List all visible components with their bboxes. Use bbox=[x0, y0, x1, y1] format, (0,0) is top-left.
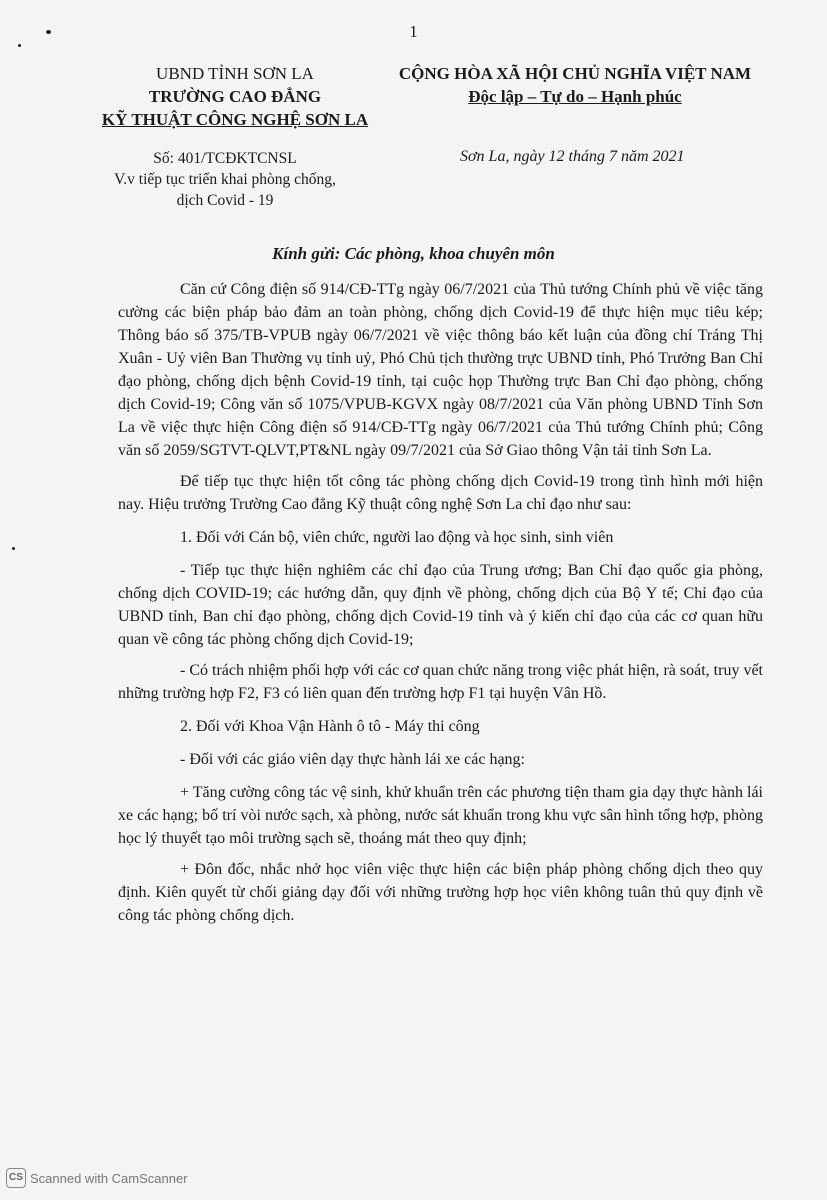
section-heading-2: 2. Đối với Khoa Vận Hành ô tô - Máy thi công bbox=[180, 718, 480, 735]
salutation: Kính gửi: Các phòng, khoa chuyên môn bbox=[272, 244, 555, 263]
section-heading-1: 1. Đối với Cán bộ, viên chức, người lao động và học sinh, sinh viên bbox=[180, 529, 614, 546]
page-number: 1 bbox=[409, 22, 418, 41]
watermark-text: Scanned with CamScanner bbox=[30, 1170, 188, 1186]
scan-speck bbox=[12, 547, 15, 550]
document-reference bbox=[65, 148, 385, 211]
agency-line-2: TRƯỜNG CAO ĐẲNG bbox=[148, 87, 322, 106]
national-motto bbox=[375, 62, 775, 108]
document-number: Số: 401/TCĐKTCNSL bbox=[153, 150, 297, 167]
scanner-watermark bbox=[6, 1168, 188, 1188]
document-body bbox=[118, 278, 763, 935]
issuing-agency bbox=[70, 62, 400, 131]
paragraph-subitem: + Tăng cường công tác vệ sinh, khử khuẩn trên các phương tiện tham gia dạy thực hành lái xe các hạng; bố trí vòi nước sạch, xà phòng, nước sát khuẩn trong khu vực sân hình tổng hợp, phòng học lý thuyết tạo môi trường sạch sẽ, thoáng mát theo quy định; bbox=[118, 784, 763, 847]
country-name: CỘNG HÒA XÃ HỘI CHỦ NGHĨA VIỆT NAM bbox=[398, 64, 752, 83]
camscanner-logo-icon: CS bbox=[6, 1168, 26, 1188]
agency-line-3: KỸ THUẬT CÔNG NGHỆ SƠN LA bbox=[101, 110, 369, 129]
issue-date: Sơn La, ngày 12 tháng 7 năm 2021 bbox=[460, 148, 685, 165]
scan-speck bbox=[18, 44, 21, 47]
paragraph-item: - Tiếp tục thực hiện nghiêm các chỉ đạo của Trung ương; Ban Chỉ đạo quốc gia phòng, chống dịch COVID-19; các hướng dẫn, quy định về phòng, chống dịch của Bộ Y tế; Chỉ đạo của UBND tỉnh, Ban chỉ đạo phòng, chống dịch Covid-19 tỉnh và ý kiến chỉ đạo của các cơ quan hữu quan về công tác phòng chống dịch Covid-19; bbox=[118, 562, 763, 648]
agency-line-1: UBND TỈNH SƠN LA bbox=[156, 64, 314, 83]
paragraph-item: - Có trách nhiệm phối hợp với các cơ quan chức năng trong việc phát hiện, rà soát, truy vết những trường hợp F2, F3 có liên quan đến trường hợp F1 tại huyện Vân Hồ. bbox=[118, 662, 763, 702]
paragraph-intro: Để tiếp tục thực hiện tốt công tác phòng chống dịch Covid-19 trong tình hình mới hiện nay. Hiệu trưởng Trường Cao đẳng Kỹ thuật công nghệ Sơn La chỉ đạo như sau: bbox=[118, 473, 763, 513]
paragraph-item: - Đối với các giáo viên dạy thực hành lái xe các hạng: bbox=[180, 751, 525, 768]
subject-line-1: V.v tiếp tục triển khai phòng chống, bbox=[114, 171, 336, 188]
subject-line-2: dịch Covid - 19 bbox=[176, 192, 274, 209]
motto: Độc lập – Tự do – Hạnh phúc bbox=[468, 87, 682, 106]
paragraph-legal-basis: Căn cứ Công điện số 914/CĐ-TTg ngày 06/7/2021 của Thủ tướng Chính phủ về việc tăng cường các biện pháp bảo đảm an toàn phòng, chống dịch Covid-19 để thực hiện mục tiêu kép; Thông báo số 375/TB-VPUB ngày 06/7/2021 về việc thông báo kết luận của đồng chí Tráng Thị Xuân - Uỷ viên Ban Thường vụ tỉnh uỷ, Phó Chủ tịch thường trực UBND tỉnh, Phó Trưởng Ban Chỉ đạo phòng, chống dịch bệnh Covid-19 tỉnh, tại cuộc họp Thường trực Ban Chỉ đạo phòng, chống dịch Covid-19; Công văn số 1075/VPUB-KGVX ngày 08/7/2021 của Văn phòng UBND Tỉnh Sơn La về việc thực hiện Công điện số 914/CĐ-TTg ngày 06/7/2021 của Thủ tướng Chính phủ; Công văn số 2059/SGTVT-QLVT,PT&NL ngày 09/7/2021 của Sở Giao thông Vận tải tỉnh Sơn La. bbox=[118, 281, 763, 459]
scan-speck bbox=[46, 30, 51, 34]
paragraph-subitem: + Đôn đốc, nhắc nhở học viên việc thực hiện các biện pháp phòng chống dịch theo quy định. Kiên quyết từ chối giảng dạy đối với những trường hợp học viên không tuân thủ quy định về công tác phòng chống dịch. bbox=[118, 861, 763, 924]
